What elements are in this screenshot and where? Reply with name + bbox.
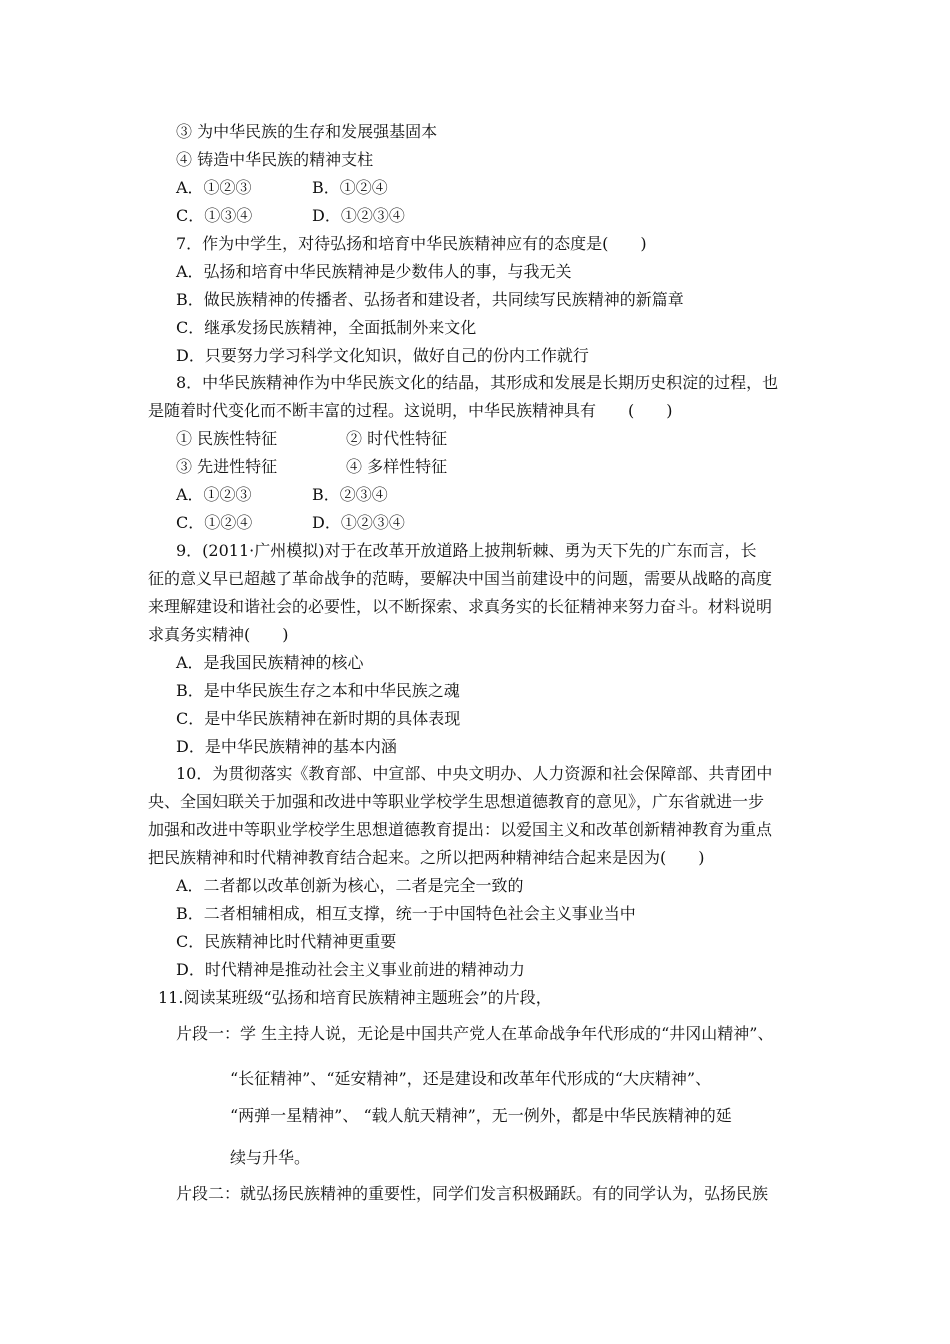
q8-item-2: ② 时代性特征 [346,429,448,448]
q9-option-a[interactable]: A．是我国民族精神的核心 [176,653,364,672]
q11-segment-1-line-3: “两弹一星精神”、 “载人航天精神”，无一例外，都是中华民族精神的延 [230,1106,732,1125]
q9-option-b[interactable]: B．是中华民族生存之本和中华民族之魂 [176,681,460,700]
q8-option-a[interactable]: A．①②③ [176,485,252,504]
q6-option-b[interactable]: B．①②④ [312,178,388,197]
q9-stem-line-1: 9．(2011·广州模拟)对于在改革开放道路上披荆斩棘、勇为天下先的广东而言，长 [176,541,757,560]
q10-stem-line-4: 把民族精神和时代精神教育结合起来。之所以把两种精神结合起来是因为( ) [148,848,705,867]
q10-stem-line-2: 央、全国妇联关于加强和改进中等职业学校学生思想道德教育的意见》，广东省就进一步 [148,792,765,811]
q8-option-d[interactable]: D．①②③④ [312,513,405,532]
q7-option-b[interactable]: B．做民族精神的传播者、弘扬者和建设者，共同续写民族精神的新篇章 [176,290,684,309]
q10-option-d[interactable]: D．时代精神是推动社会主义事业前进的精神动力 [176,960,525,979]
q8-item-1: ① 民族性特征 [176,429,278,448]
q6-option-c[interactable]: C．①③④ [176,206,253,225]
q6-item-3: ③ 为中华民族的生存和发展强基固本 [176,122,438,141]
q10-stem-line-3: 加强和改进中等职业学校学生思想道德教育提出：以爱国主义和改革创新精神教育为重点 [148,820,773,839]
q9-option-d[interactable]: D．是中华民族精神的基本内涵 [176,737,397,756]
q7-stem: 7．作为中学生，对待弘扬和培育中华民族精神应有的态度是( ) [176,234,647,253]
q8-stem-line-1: 8．中华民族精神作为中华民族文化的结晶，其形成和发展是长期历史积淀的过程，也 [176,373,779,392]
q11-segment-1-line-1: 片段一：学 生主持人说，无论是中国共产党人在革命战争年代形成的“井冈山精神”、 [176,1024,774,1043]
q8-item-4: ④ 多样性特征 [346,457,448,476]
q9-stem-line-2: 征的意义早已超越了革命战争的范畴，要解决中国当前建设中的问题，需要从战略的高度 [148,569,773,588]
q11-segment-1-line-2: “长征精神”、“延安精神”，还是建设和改革年代形成的“大庆精神”、 [230,1069,712,1088]
q6-option-d[interactable]: D．①②③④ [312,206,405,225]
q10-option-c[interactable]: C．民族精神比时代精神更重要 [176,932,397,951]
q8-stem-line-2: 是随着时代变化而不断丰富的过程。这说明，中华民族精神具有 ( ) [148,401,673,420]
q10-option-a[interactable]: A．二者都以改革创新为核心，二者是完全一致的 [176,876,524,895]
q9-stem-line-3: 来理解建设和谐社会的必要性，以不断探索、求真务实的长征精神来努力奋斗。材料说明 [148,597,773,616]
q10-option-b[interactable]: B．二者相辅相成，相互支撑，统一于中国特色社会主义事业当中 [176,904,636,923]
q11-stem: 11.阅读某班级“弘扬和培育民族精神主题班会”的片段， [158,988,552,1007]
q11-segment-2-line-1: 片段二：就弘扬民族精神的重要性，同学们发言积极踊跃。有的同学认为，弘扬民族 [176,1184,769,1203]
q9-option-c[interactable]: C．是中华民族精神在新时期的具体表现 [176,709,461,728]
q6-item-4: ④ 铸造中华民族的精神支柱 [176,150,374,169]
q10-stem-line-1: 10．为贯彻落实《教育部、中宣部、中央文明办、人力资源和社会保障部、共青团中 [176,764,773,783]
q8-item-3: ③ 先进性特征 [176,457,278,476]
q8-option-c[interactable]: C．①②④ [176,513,253,532]
q6-option-a[interactable]: A．①②③ [176,178,252,197]
q8-option-b[interactable]: B．②③④ [312,485,388,504]
q7-option-c[interactable]: C．继承发扬民族精神，全面抵制外来文化 [176,318,477,337]
q11-segment-1-line-4: 续与升华。 [230,1148,311,1167]
q9-stem-line-4: 求真务实精神( ) [148,625,289,644]
q7-option-d[interactable]: D．只要努力学习科学文化知识，做好自己的份内工作就行 [176,346,589,365]
q7-option-a[interactable]: A．弘扬和培育中华民族精神是少数伟人的事，与我无关 [176,262,572,281]
